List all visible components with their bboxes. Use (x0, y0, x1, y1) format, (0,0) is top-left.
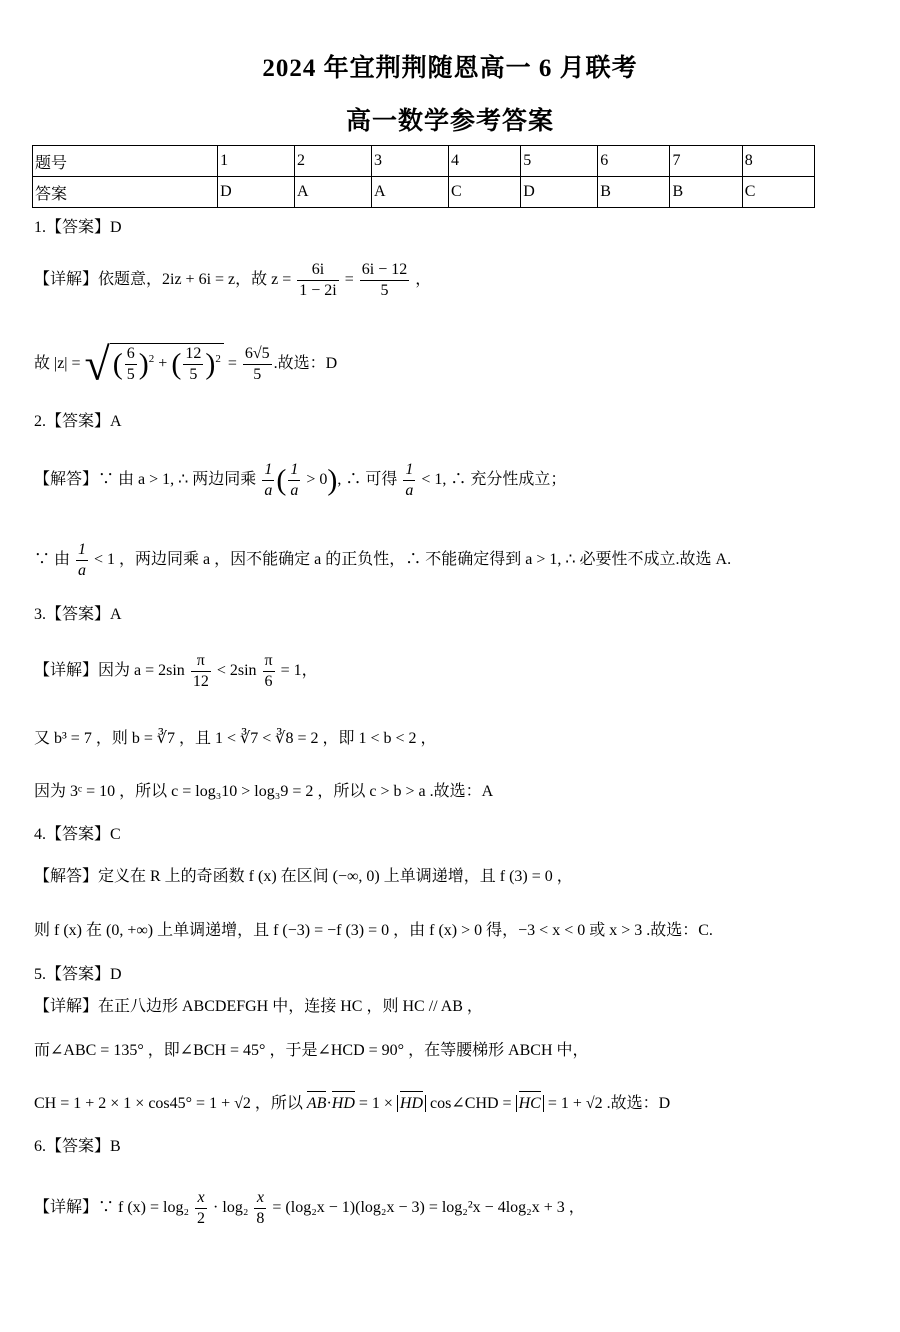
table-cell: 3 (372, 146, 449, 177)
frac-den: 2 (197, 1210, 206, 1227)
table-cell: A (295, 177, 372, 208)
q4-line2: 则 f (x) 在 (0, +∞) 上单调递增，且 f (−3) = −f (3) = 0 ，由 f (x) > 0 得，−3 < x < 0 或 x > 3 .故选：C. (34, 922, 713, 939)
q5-text-b: = 1 × (358, 1095, 393, 1112)
q2-text-b: > 0 (306, 471, 328, 489)
q1-fraction (297, 260, 338, 301)
frac-den: 5 (380, 282, 389, 299)
table-cell: B (598, 177, 670, 208)
q3-head: 3.【答案】A (34, 606, 122, 623)
frac-num: 6i (297, 260, 338, 281)
vector-hd-abs: HD (400, 1092, 423, 1116)
q1-choice: .故选：D (273, 355, 338, 373)
table-cell: A (372, 177, 449, 208)
q2-text-c: , ∴ 可得 (337, 471, 398, 489)
frac-den: 12 (192, 673, 209, 690)
q5-line3 (34, 1092, 670, 1116)
q6-text-c: = (log₂x − 1)(log₂x − 3) = log₂²x − 4log₂x + 3 ， (272, 1199, 585, 1217)
q1-head: 1.【答案】D (34, 219, 122, 236)
q1-mod-text: 故 |z| = (34, 355, 81, 373)
vector-ab: AB (307, 1092, 327, 1116)
q5-text-a: CH = 1 + 2 × 1 × cos45° = 1 + √2 ，所以 (34, 1095, 303, 1112)
q2-text-e: ∵ 由 (34, 551, 71, 569)
frac-num: π (191, 651, 211, 672)
frac-den: 8 (256, 1210, 265, 1227)
frac-num: x (195, 1188, 207, 1209)
sqrt-icon: √ (84, 338, 110, 390)
page-subtitle: 高一数学参考答案 (345, 108, 554, 135)
frac-num: π (263, 651, 275, 672)
q2-text-a: 【解答】∵ 由 a > 1, ∴ 两边同乘 (34, 471, 257, 489)
q3-line2: 又 b³ = 7 ，则 b = ∛7 ，且 1 < ∛7 < ∛8 = 2 ，即 1 < b < 2 ， (34, 730, 437, 747)
table-cell: 8 (742, 146, 814, 177)
equals: = (344, 271, 354, 289)
sqrt-content: ( $\frac{6}{5}$ )$^2$ + ( $\frac{12}{5}$ )$^2$ (110, 343, 224, 385)
q2-text-d: < 1, ∴ 充分性成立； (421, 471, 567, 489)
frac-den: 6 (264, 673, 273, 690)
table-cell: 2 (295, 146, 372, 177)
frac-num: 6 (125, 344, 137, 365)
table-cell: C (448, 177, 520, 208)
frac-num: 6√5 (243, 344, 272, 365)
table-cell: 5 (521, 146, 598, 177)
q1-detail-text: 【详解】依题意，2iz + 6i = z，故 z = (34, 271, 292, 289)
q1-detail (34, 260, 431, 301)
q1-modulus: 故 |z| = √ ( $\frac{6}{5}$ )$^2$ + ( $\frac{12}{5}$ )$^2$ = $\frac{6√5}{5}$ .故选：D (34, 338, 338, 390)
table-cell: D (521, 177, 598, 208)
q1-fraction-2 (360, 260, 409, 301)
table-header-label: 题号 (33, 146, 218, 177)
q6-line1 (34, 1188, 585, 1229)
q4-head: 4.【答案】C (34, 826, 121, 843)
punct: ， (415, 271, 432, 289)
answer-table (32, 145, 815, 208)
frac-num: 6i − 12 (360, 260, 409, 281)
q3-text-c: = 1， (280, 662, 318, 680)
table-cell: 1 (218, 146, 295, 177)
frac-num: 12 (183, 344, 203, 365)
q6-text-a: 【详解】∵ f (x) = log₂ (34, 1199, 190, 1217)
q2-text-f: < 1 ，两边同乘 a ，因不能确定 a 的正负性，∴ 不能确定得到 a > 1, ∴ 必要性不成立.故选 A. (94, 551, 732, 569)
table-cell: C (742, 177, 814, 208)
q5-line2: 而∠ABC = 135° ，即∠BCH = 45° ，于是∠HCD = 90° ，在等腰梯形 ABCH 中， (34, 1042, 589, 1059)
table-cell: B (670, 177, 742, 208)
q5-head: 5.【答案】D (34, 966, 122, 983)
vector-hc-abs: HC (519, 1092, 541, 1116)
q2-line1: 【解答】∵ 由 a > 1, ∴ 两边同乘 $\frac{1}{a}$ ( $\frac{1}{a}$ > 0), ∴ 可得 $\frac{1}{a}$ < 1, ∴ 充分性成立； (34, 461, 567, 499)
q4-line1: 【解答】定义在 R 上的奇函数 f (x) 在区间 (−∞, 0) 上单调递增，且 f (3) = 0 ， (34, 868, 573, 885)
q3-text-a: 【详解】因为 a = 2sin (34, 662, 185, 680)
table-cell: D (218, 177, 295, 208)
table-cell: 6 (598, 146, 670, 177)
q3-line1 (34, 651, 318, 692)
page-title: 2024 年宜荆荆随恩高一 6 月联考 (262, 55, 638, 82)
table-cell: 4 (448, 146, 520, 177)
q3-text-b: < 2sin (216, 662, 257, 680)
frac-den: 5 (126, 366, 135, 383)
q2-line2: ∵ 由 $\frac{1}{a}$ < 1 ，两边同乘 a ，因不能确定 a 的正负性，∴ 不能确定得到 a > 1, ∴ 必要性不成立.故选 A. (34, 541, 732, 579)
table-row (33, 177, 815, 208)
frac-num: x (254, 1188, 266, 1209)
table-row (33, 146, 815, 177)
q5-text-d: = 1 + √2 .故选：D (547, 1095, 671, 1112)
q1-result (243, 344, 272, 385)
q5-text-c: cos∠CHD = (430, 1095, 512, 1112)
q6-text-b: · log₂ (213, 1199, 249, 1217)
table-cell: 7 (670, 146, 742, 177)
vector-hd: HD (332, 1092, 355, 1116)
frac-den: 5 (189, 366, 198, 383)
dot: · (326, 1095, 332, 1112)
q3-line3: 因为 3ᶜ = 10 ，所以 c = log₃10 > log₃9 = 2 ，所以 c > b > a .故选：A (34, 783, 494, 800)
q5-line1: 【详解】在正八边形 ABCDEFGH 中，连接 HC ，则 HC // AB ， (34, 998, 483, 1015)
frac-den: 1 − 2i (299, 282, 337, 299)
q6-head: 6.【答案】B (34, 1138, 121, 1155)
table-answer-label: 答案 (33, 177, 218, 208)
q2-head: 2.【答案】A (34, 413, 122, 430)
frac-den: 5 (253, 366, 262, 383)
